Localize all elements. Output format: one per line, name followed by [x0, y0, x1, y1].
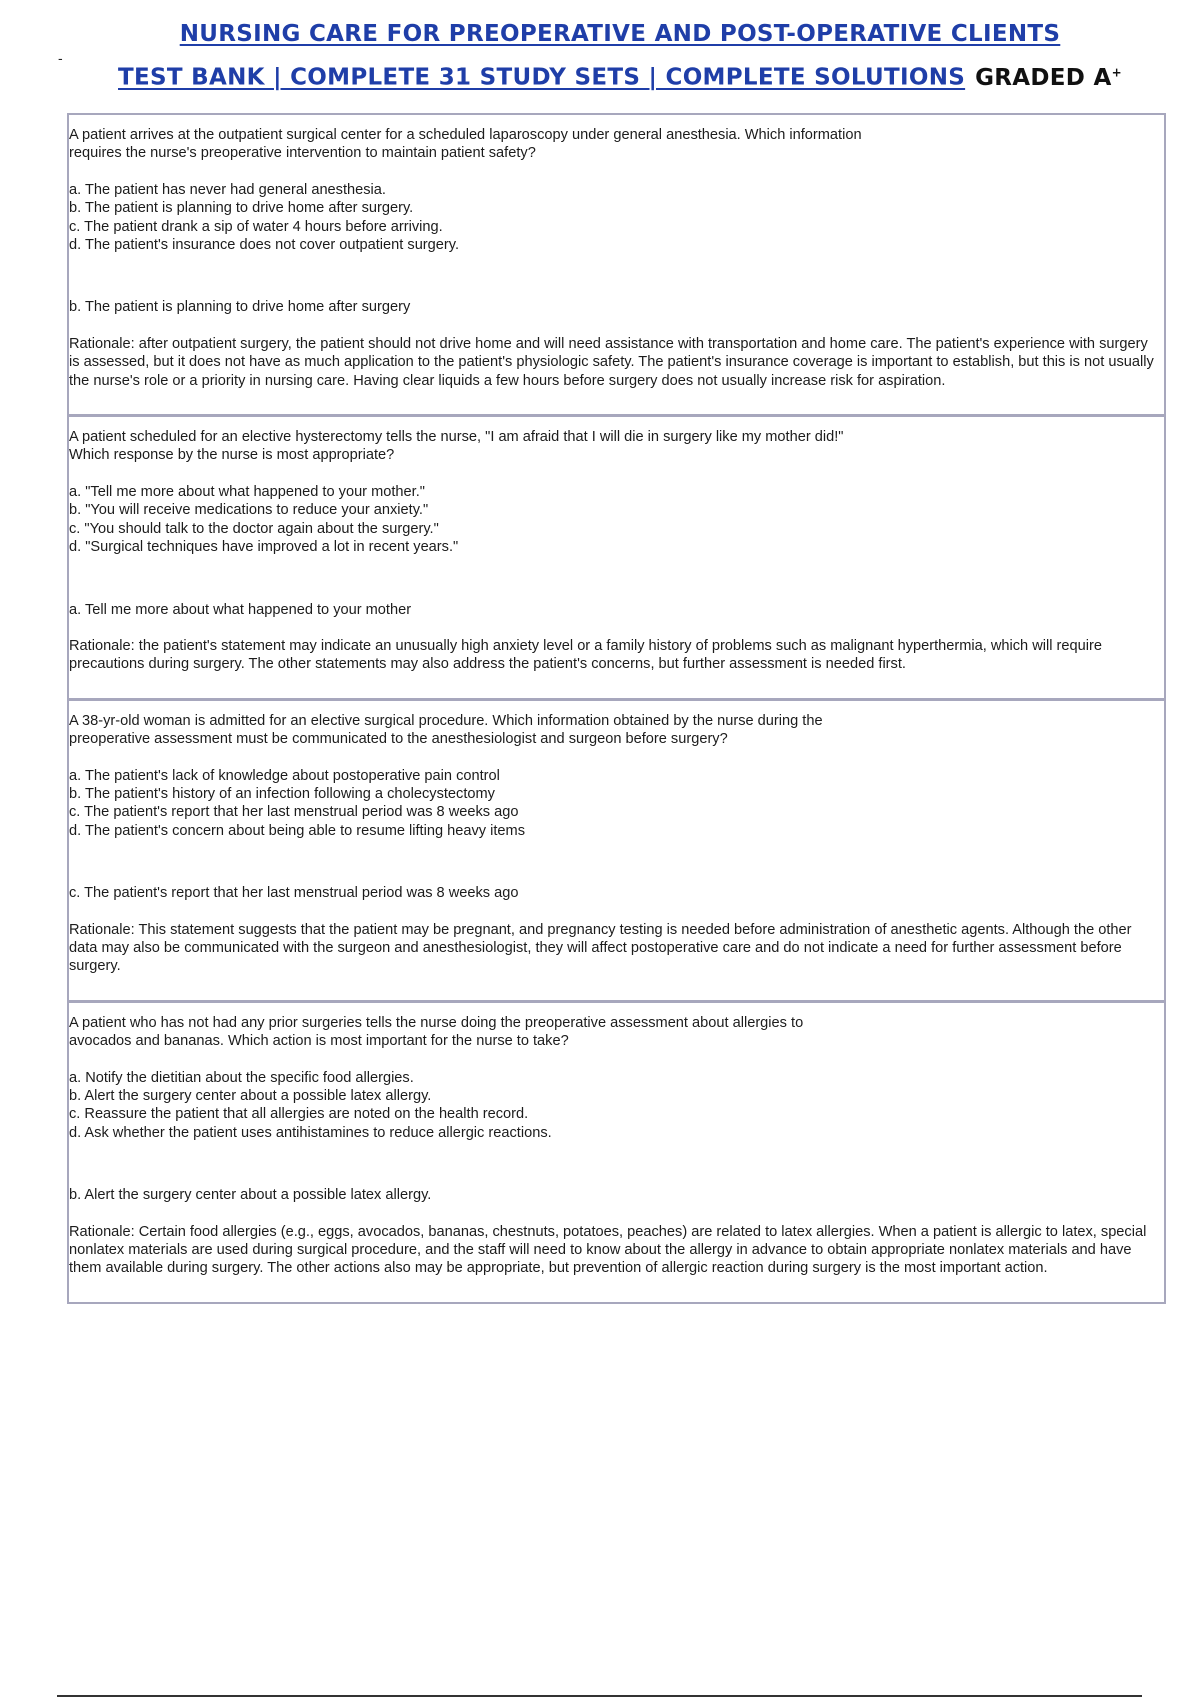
correct-answer: b. The patient is planning to drive home after surgery [69, 299, 411, 316]
option-c: c. Reassure the patient that all allergies are noted on the health record. [69, 1106, 529, 1123]
question-block [69, 1003, 1164, 1302]
document-subtitle [40, 56, 1200, 94]
question-block [69, 115, 1164, 417]
option-b: b. The patient's history of an infection following a cholecystectomy [69, 785, 495, 802]
question-text: A 38-yr-old woman is admitted for an elective surgical procedure. Which information obtained by the nurse during the preoperative assessment must be communicated to the anesthesiologist and surgeon before surgery? [69, 712, 823, 748]
option-c: c. "You should talk to the doctor again about the surgery." [69, 520, 439, 537]
rationale-text: Rationale: after outpatient surgery, the patient should not drive home and will need assistance with transportation and home care. The patient's experience with surgery is assessed, but it does not have as much application to the patient's physiologic safety. The patient's insurance coverage is important to establish, but this is not usually the nurse's role or a priority in nursing care. Having clear liquids a few hours before surgery does not usually increase risk for aspiration. [69, 335, 1154, 389]
title-line-2: TEST BANK | COMPLETE 31 STUDY SETS | COMPLETE SOLUTIONS [118, 64, 966, 91]
graded-mark: + [1111, 65, 1122, 79]
correct-answer: c. The patient's report that her last menstrual period was 8 weeks ago [69, 885, 519, 902]
option-c: c. The patient drank a sip of water 4 hours before arriving. [69, 218, 443, 235]
option-b: b. Alert the surgery center about a possible latex allergy. [69, 1088, 432, 1104]
answer-options [69, 767, 1164, 841]
answer-options [69, 181, 1164, 255]
question-block [69, 417, 1164, 701]
question-table [67, 113, 1166, 1304]
option-a: a. "Tell me more about what happened to your mother." [69, 483, 425, 500]
rationale-text: Rationale: This statement suggests that the patient may be pregnant, and pregnancy testing is needed before administration of anesthetic agents. Although the other data may also be communicated with the surgeon and anesthesiologist, they will affect postoperative care and do not indicate a need for further assessment before surgery. [69, 921, 1132, 975]
footer-rule [57, 1695, 1142, 1697]
option-b: b. "You will receive medications to reduce your anxiety." [69, 502, 429, 519]
document-header [0, 18, 1200, 94]
correct-answer: a. Tell me more about what happened to your mother [69, 601, 412, 618]
option-d: d. Ask whether the patient uses antihistamines to reduce allergic reactions. [69, 1124, 552, 1141]
option-a: a. The patient's lack of knowledge about postoperative pain control [69, 767, 500, 784]
option-c: c. The patient's report that her last menstrual period was 8 weeks ago [69, 804, 519, 821]
document-title [40, 18, 1200, 50]
option-b: b. The patient is planning to drive home after surgery. [69, 200, 414, 217]
margin-dash: - [58, 50, 63, 66]
option-d: d. The patient's insurance does not cover outpatient surgery. [69, 237, 460, 254]
question-text: A patient who has not had any prior surgeries tells the nurse doing the preoperative assessment about allergies to avocados and bananas. Which action is most important for the nurse to take? [69, 1014, 804, 1050]
question-text: A patient scheduled for an elective hysterectomy tells the nurse, "I am afraid that I will die in surgery like my mother did!" Which response by the nurse is most appropriate? [69, 429, 844, 464]
question-block [69, 701, 1164, 1003]
graded-label [975, 65, 1122, 91]
option-d: d. The patient's concern about being able to resume lifting heavy items [69, 822, 526, 839]
rationale-text: Rationale: the patient's statement may indicate an unusually high anxiety level or a family history of problems such as malignant hyperthermia, which will require precautions during surgery. The other statements may also address the patient's concerns, but further assessment is needed first. [69, 637, 1102, 673]
graded-text: GRADED A [975, 64, 1112, 91]
option-d: d. "Surgical techniques have improved a lot in recent years." [69, 539, 459, 556]
rationale-text: Rationale: Certain food allergies (e.g., eggs, avocados, bananas, chestnuts, potatoes, peaches) are related to latex allergies. When a patient is allergic to latex, special nonlatex materials are used during surgical procedure, and the staff will need to know about the allergy in advance to obtain appropriate nonlatex materials and have them available during surgery. The other actions also may be appropriate, but prevention of allergic reaction during surgery is the most important action. [69, 1223, 1147, 1277]
answer-options [69, 1069, 1164, 1143]
correct-answer: b. Alert the surgery center about a possible latex allergy. [69, 1187, 432, 1204]
question-text: A patient arrives at the outpatient surgical center for a scheduled laparoscopy under general anesthesia. Which information requires the nurse's preoperative intervention to maintain patient safety? [69, 127, 862, 162]
title-line-1: NURSING CARE FOR PREOPERATIVE AND POST-OPERATIVE CLIENTS [179, 21, 1061, 47]
option-a: a. Notify the dietitian about the specific food allergies. [69, 1069, 414, 1086]
option-a: a. The patient has never had general anesthesia. [69, 181, 386, 198]
answer-options [69, 483, 1164, 557]
